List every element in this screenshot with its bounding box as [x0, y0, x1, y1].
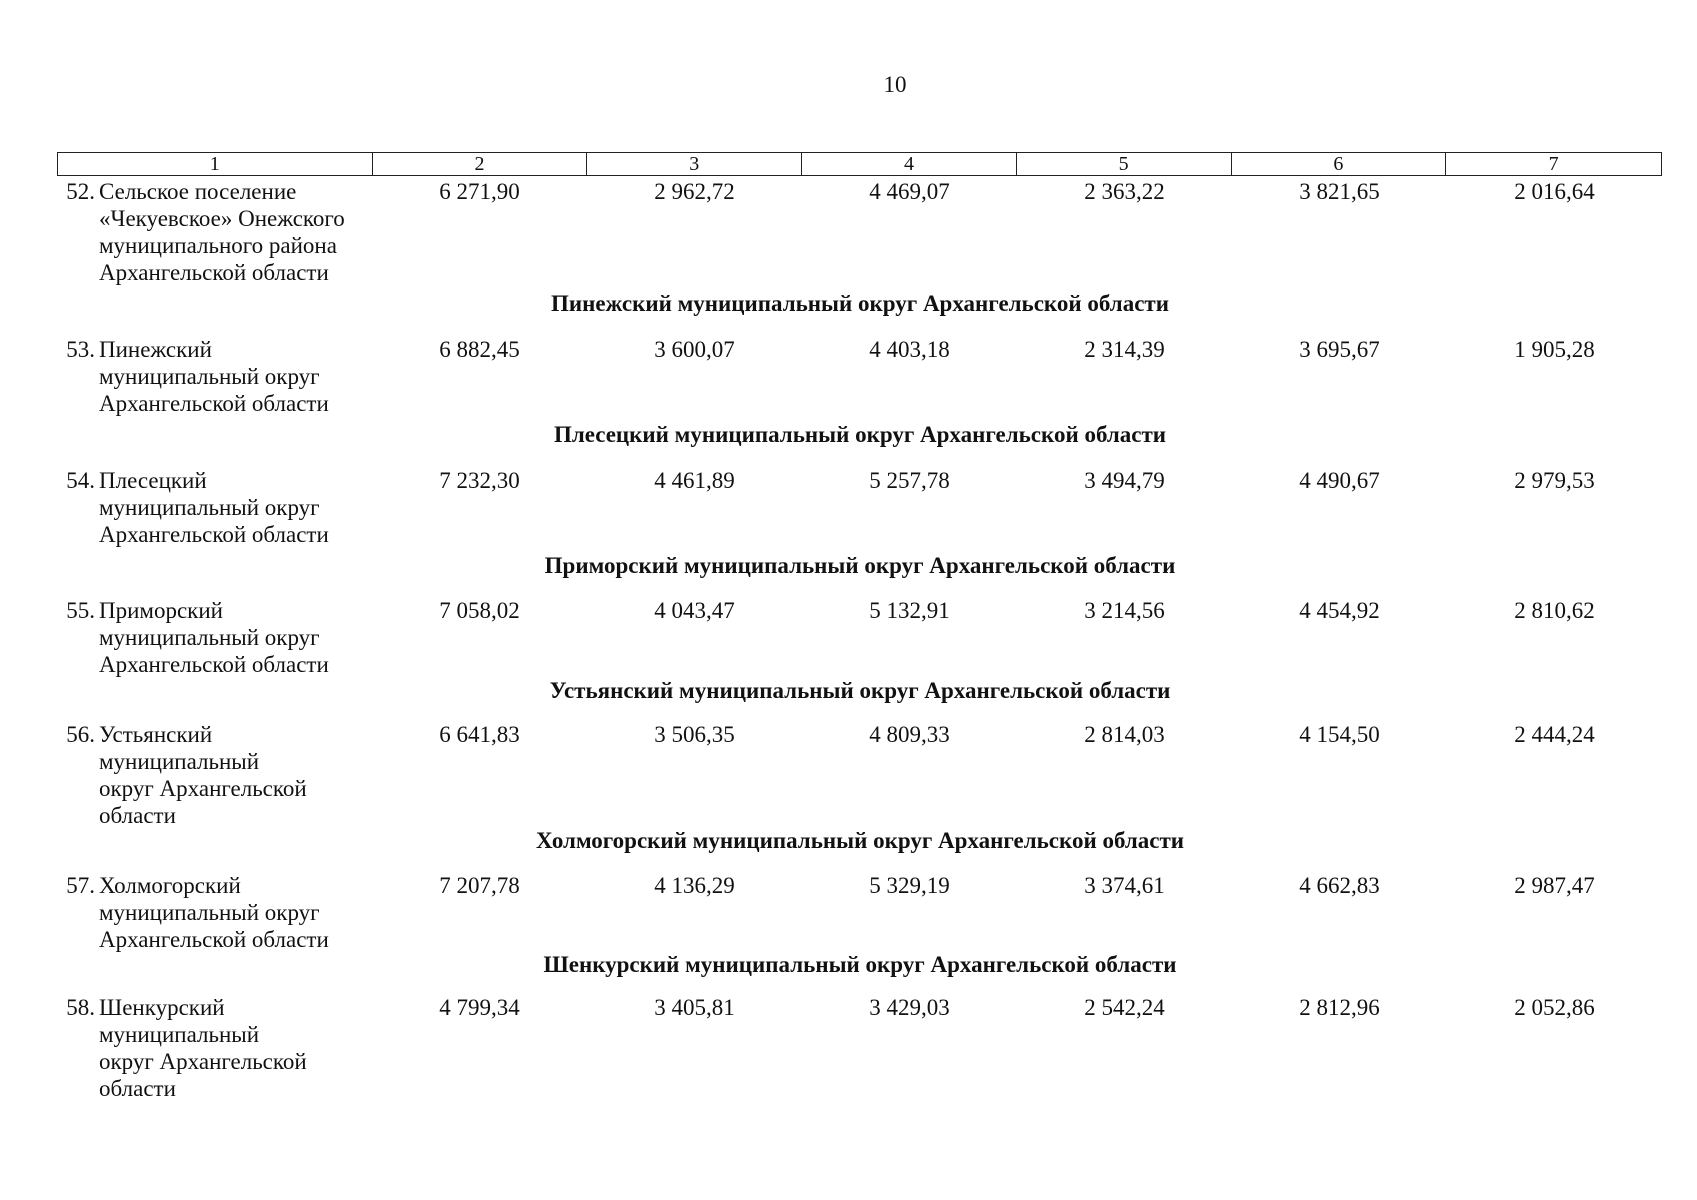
row-name: [99, 178, 389, 286]
row-name-line: Пинежский: [99, 337, 212, 362]
cell-value: 6 882,45: [439, 337, 520, 362]
section-title: Холмогорский муниципальный округ Архангельской области: [535, 828, 1185, 853]
section-title: Плесецкий муниципальный округ Архангельской области: [553, 422, 1167, 447]
row-number: 52.: [66, 179, 95, 204]
row-name-line: «Чекуевское» Онежского: [99, 206, 345, 231]
cell-value: 3 695,67: [1299, 337, 1380, 362]
header-cell-6: 6: [1232, 153, 1447, 175]
cell-value: 3 506,35: [654, 722, 735, 747]
row-name-line: Архангельской области: [99, 391, 329, 416]
cell-value: 4 403,18: [869, 337, 950, 362]
row-number: 57.: [66, 873, 95, 898]
row-name: [99, 872, 389, 953]
row-number: 58.: [66, 995, 95, 1020]
row-name-line: Устьянский: [99, 722, 213, 747]
row-name-line: муниципальный округ: [99, 364, 320, 389]
section-title: Устьянский муниципальный округ Архангельской области: [549, 678, 1171, 703]
cell-value: 2 052,86: [1514, 995, 1595, 1020]
cell-value: 3 821,65: [1299, 179, 1380, 204]
row-name-line: муниципальный округ: [99, 495, 320, 520]
cell-value: 1 905,28: [1514, 337, 1595, 362]
cell-value: 5 132,91: [869, 598, 950, 623]
cell-value: 2 016,64: [1514, 179, 1595, 204]
cell-value: 2 314,39: [1084, 337, 1165, 362]
section-title: Пинежский муниципальный округ Архангельской области: [551, 291, 1169, 316]
cell-value: 5 329,19: [869, 873, 950, 898]
cell-value: 2 542,24: [1084, 995, 1165, 1020]
cell-value: 4 799,34: [439, 995, 520, 1020]
cell-value: 6 271,90: [439, 179, 520, 204]
cell-value: 4 154,50: [1299, 722, 1380, 747]
cell-value: 2 962,72: [654, 179, 735, 204]
cell-value: 4 469,07: [869, 179, 950, 204]
row-name-line: муниципальный: [99, 749, 260, 774]
row-name-line: Архангельской области: [99, 260, 329, 285]
row-name-line: Архангельской области: [99, 522, 329, 547]
header-cell-2: 2: [373, 153, 588, 175]
cell-value: 2 444,24: [1514, 722, 1595, 747]
header-cell-5: 5: [1017, 153, 1232, 175]
header-cell-4: 4: [802, 153, 1017, 175]
cell-value: 7 232,30: [439, 468, 520, 493]
cell-value: 4 136,29: [654, 873, 735, 898]
cell-value: 2 810,62: [1514, 598, 1595, 623]
row-name: [99, 994, 389, 1102]
row-name-line: Приморский: [99, 598, 223, 623]
cell-value: 4 490,67: [1299, 468, 1380, 493]
cell-value: 3 214,56: [1084, 598, 1165, 623]
cell-value: 2 814,03: [1084, 722, 1165, 747]
cell-value: 2 812,96: [1299, 995, 1380, 1020]
cell-value: 4 454,92: [1299, 598, 1380, 623]
cell-value: 4 043,47: [654, 598, 735, 623]
row-name-line: Холмогорский: [99, 873, 241, 898]
row-name-line: области: [99, 1076, 176, 1101]
cell-value: 4 662,83: [1299, 873, 1380, 898]
cell-value: 3 494,79: [1084, 468, 1165, 493]
cell-value: 4 809,33: [869, 722, 950, 747]
row-number: 54.: [66, 468, 95, 493]
row-name: [99, 721, 389, 829]
header-cell-3: 3: [587, 153, 802, 175]
row-name-line: Архангельской области: [99, 652, 329, 677]
row-number: 56.: [66, 722, 95, 747]
row-name: [99, 336, 389, 417]
row-number: 53.: [66, 337, 95, 362]
row-name-line: округ Архангельской: [99, 1049, 307, 1074]
row-name-line: округ Архангельской: [99, 776, 307, 801]
page-number: 10: [883, 72, 907, 97]
cell-value: 7 058,02: [439, 598, 520, 623]
header-cell-1: 1: [58, 153, 373, 175]
cell-value: 2 979,53: [1514, 468, 1595, 493]
row-name-line: Архангельской области: [99, 927, 329, 952]
section-title: Приморский муниципальный округ Архангельской области: [544, 553, 1176, 578]
row-name-line: муниципального района: [99, 233, 337, 258]
cell-value: 7 207,78: [439, 873, 520, 898]
cell-value: 3 374,61: [1084, 873, 1165, 898]
cell-value: 6 641,83: [439, 722, 520, 747]
cell-value: 4 461,89: [654, 468, 735, 493]
row-name-line: муниципальный: [99, 1022, 260, 1047]
section-title: Шенкурский муниципальный округ Архангельской области: [543, 952, 1177, 977]
row-name: [99, 597, 389, 678]
cell-value: 3 405,81: [654, 995, 735, 1020]
row-name-line: Сельское поселение: [99, 179, 297, 204]
cell-value: 2 363,22: [1084, 179, 1165, 204]
table-header-row: [57, 152, 1662, 176]
row-name-line: области: [99, 803, 176, 828]
row-name: [99, 467, 389, 548]
row-name-line: Шенкурский: [99, 995, 225, 1020]
cell-value: 3 429,03: [869, 995, 950, 1020]
cell-value: 5 257,78: [869, 468, 950, 493]
row-name-line: муниципальный округ: [99, 625, 320, 650]
row-name-line: Плесецкий: [99, 468, 207, 493]
cell-value: 3 600,07: [654, 337, 735, 362]
row-name-line: муниципальный округ: [99, 900, 320, 925]
cell-value: 2 987,47: [1514, 873, 1595, 898]
row-number: 55.: [66, 598, 95, 623]
header-cell-7: 7: [1548, 153, 1559, 175]
